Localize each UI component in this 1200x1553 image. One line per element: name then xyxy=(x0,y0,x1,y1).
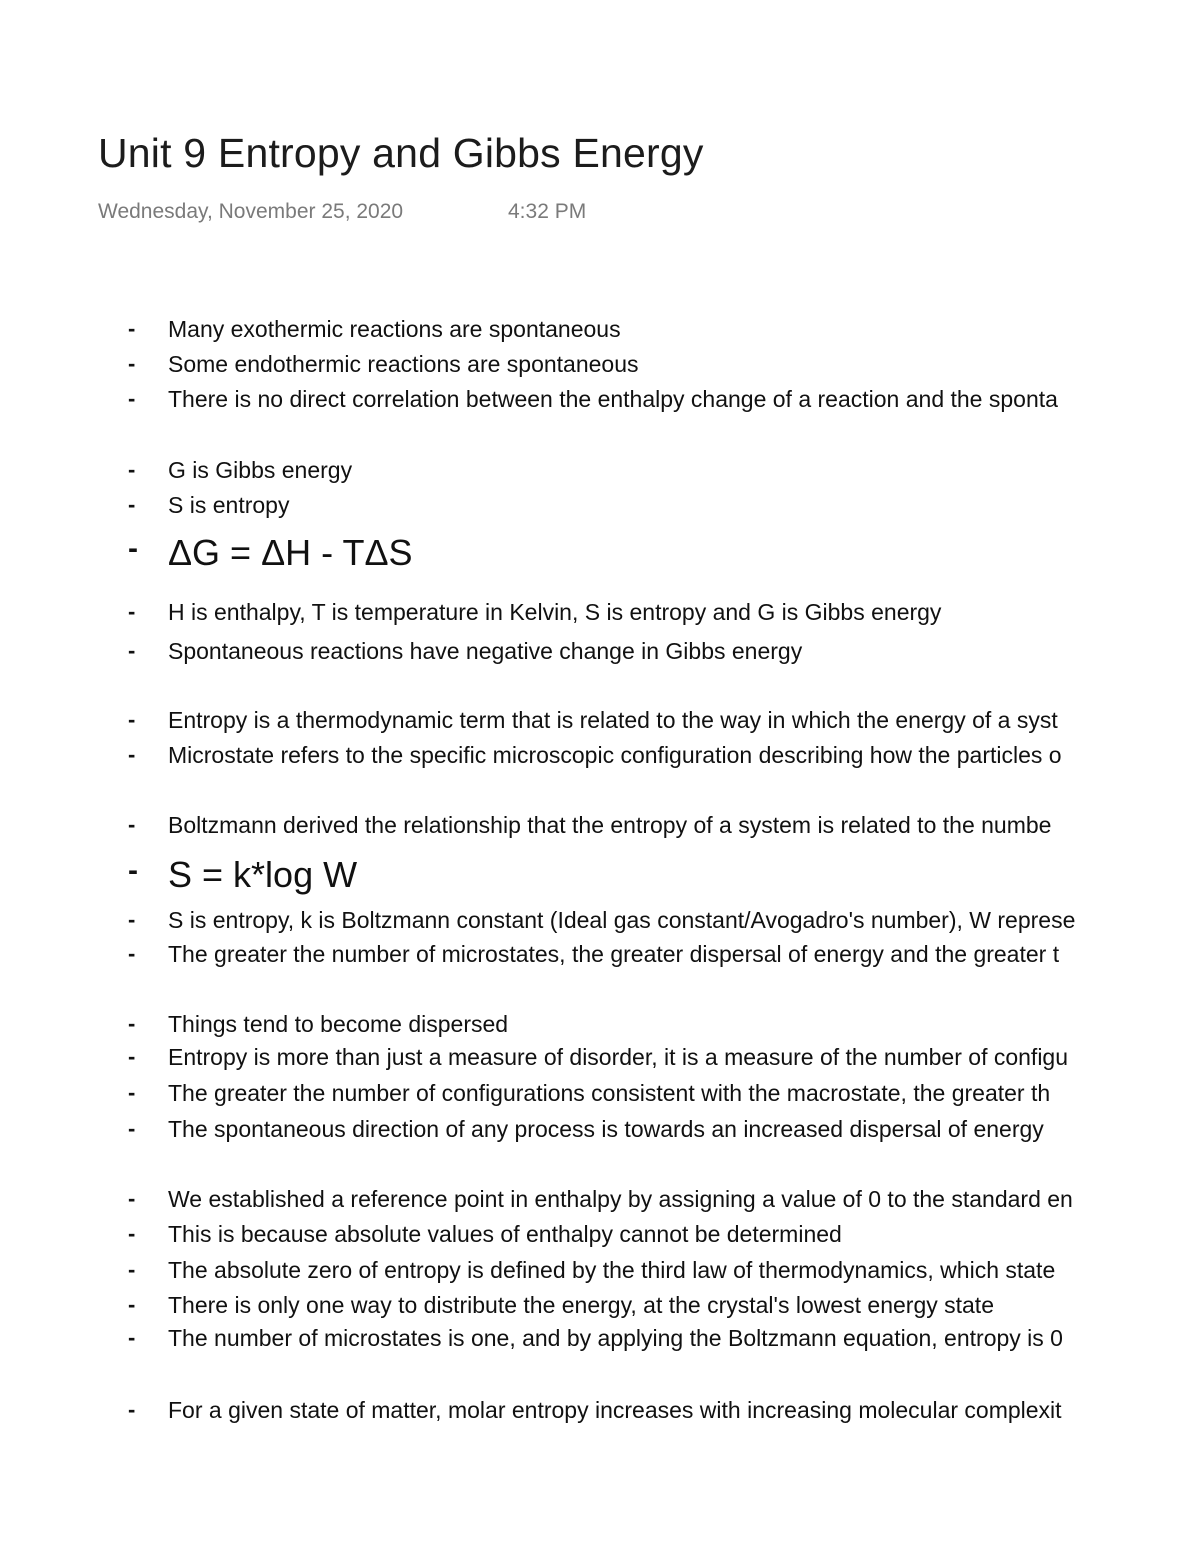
equation-item xyxy=(0,532,1200,572)
list-item xyxy=(0,1080,1200,1120)
bullet-dash: - xyxy=(128,907,136,932)
bullet-dash: - xyxy=(128,812,136,837)
gibbs-equation: ΔG = ΔH - TΔS xyxy=(168,532,413,573)
list-item xyxy=(0,1325,1200,1365)
list-item xyxy=(0,1397,1200,1437)
bullet-dash: - xyxy=(128,599,136,624)
list-item xyxy=(0,1221,1200,1261)
bullet-dash: - xyxy=(128,941,136,966)
bullet-dash: - xyxy=(128,1257,136,1282)
bullet-dash: - xyxy=(128,638,136,663)
bullet-dash: - xyxy=(128,351,136,376)
list-item xyxy=(0,707,1200,747)
bullet-text: We established a reference point in enthalpy by assigning a value of 0 to the standard en xyxy=(168,1186,1073,1212)
list-item xyxy=(0,1116,1200,1156)
bullet-text: Microstate refers to the specific microscopic configuration describing how the particles o xyxy=(168,742,1062,768)
bullet-text: There is no direct correlation between the enthalpy change of a reaction and the sponta xyxy=(168,386,1058,412)
equation-item xyxy=(0,854,1200,894)
bullet-dash: - xyxy=(128,1116,136,1141)
bullet-dash: - xyxy=(128,316,136,341)
boltzmann-equation: S = k*log W xyxy=(168,854,358,895)
bullet-text: There is only one way to distribute the energy, at the crystal's lowest energy state xyxy=(168,1292,994,1318)
bullet-dash: - xyxy=(128,1080,136,1105)
bullet-dash: - xyxy=(128,532,138,565)
bullet-text: Some endothermic reactions are spontaneous xyxy=(168,351,639,377)
list-item xyxy=(0,812,1200,852)
list-item xyxy=(0,492,1200,532)
bullet-text: Boltzmann derived the relationship that the entropy of a system is related to the numbe xyxy=(168,812,1052,838)
bullet-text: Things tend to become dispersed xyxy=(168,1011,509,1037)
list-item xyxy=(0,941,1200,981)
page-title: Unit 9 Entropy and Gibbs Energy xyxy=(98,130,704,176)
bullet-text: The greater the number of configurations consistent with the macrostate, the greater th xyxy=(168,1080,1051,1106)
bullet-text: Spontaneous reactions have negative change in Gibbs energy xyxy=(168,638,803,664)
bullet-dash: - xyxy=(128,492,136,517)
bullet-text: The number of microstates is one, and by applying the Boltzmann equation, entropy is 0 xyxy=(168,1325,1063,1351)
bullet-text: Entropy is more than just a measure of disorder, it is a measure of the number of configu xyxy=(168,1044,1069,1070)
bullet-dash: - xyxy=(128,457,136,482)
bullet-dash: - xyxy=(128,1186,136,1211)
bullet-text: For a given state of matter, molar entropy increases with increasing molecular complexit xyxy=(168,1397,1062,1423)
list-item xyxy=(0,351,1200,391)
list-item xyxy=(0,386,1200,426)
list-item xyxy=(0,1186,1200,1226)
bullet-text: Entropy is a thermodynamic term that is related to the way in which the energy of a syst xyxy=(168,707,1058,733)
page-date: Wednesday, November 25, 2020 xyxy=(98,200,404,223)
bullet-text: Many exothermic reactions are spontaneous xyxy=(168,316,621,342)
list-item xyxy=(0,1044,1200,1084)
bullet-text: The absolute zero of entropy is defined by the third law of thermodynamics, which state xyxy=(168,1257,1056,1283)
bullet-text: The spontaneous direction of any process is towards an increased dispersal of energy xyxy=(168,1116,1044,1142)
page-timestamp xyxy=(98,200,587,224)
bullet-dash: - xyxy=(128,742,136,767)
bullet-dash: - xyxy=(128,1397,136,1422)
bullet-dash: - xyxy=(128,1292,136,1317)
bullet-text: S is entropy xyxy=(168,492,290,518)
bullet-dash: - xyxy=(128,1011,136,1036)
list-item xyxy=(0,316,1200,356)
list-item xyxy=(0,599,1200,639)
list-item xyxy=(0,638,1200,678)
bullet-dash: - xyxy=(128,707,136,732)
list-item xyxy=(0,1257,1200,1297)
bullet-dash: - xyxy=(128,1221,136,1246)
bullet-text: This is because absolute values of enthalpy cannot be determined xyxy=(168,1221,842,1247)
bullet-text: S is entropy, k is Boltzmann constant (Ideal gas constant/Avogadro's number), W represe xyxy=(168,907,1076,933)
bullet-dash: - xyxy=(128,854,138,887)
bullet-text: G is Gibbs energy xyxy=(168,457,353,483)
bullet-dash: - xyxy=(128,1044,136,1069)
list-item xyxy=(0,742,1200,782)
page-time: 4:32 PM xyxy=(508,200,587,223)
bullet-text: The greater the number of microstates, the greater dispersal of energy and the greater t xyxy=(168,941,1060,967)
bullet-text: H is enthalpy, T is temperature in Kelvin, S is entropy and G is Gibbs energy xyxy=(168,599,942,625)
list-item xyxy=(0,457,1200,497)
bullet-dash: - xyxy=(128,1325,136,1350)
bullet-dash: - xyxy=(128,386,136,411)
